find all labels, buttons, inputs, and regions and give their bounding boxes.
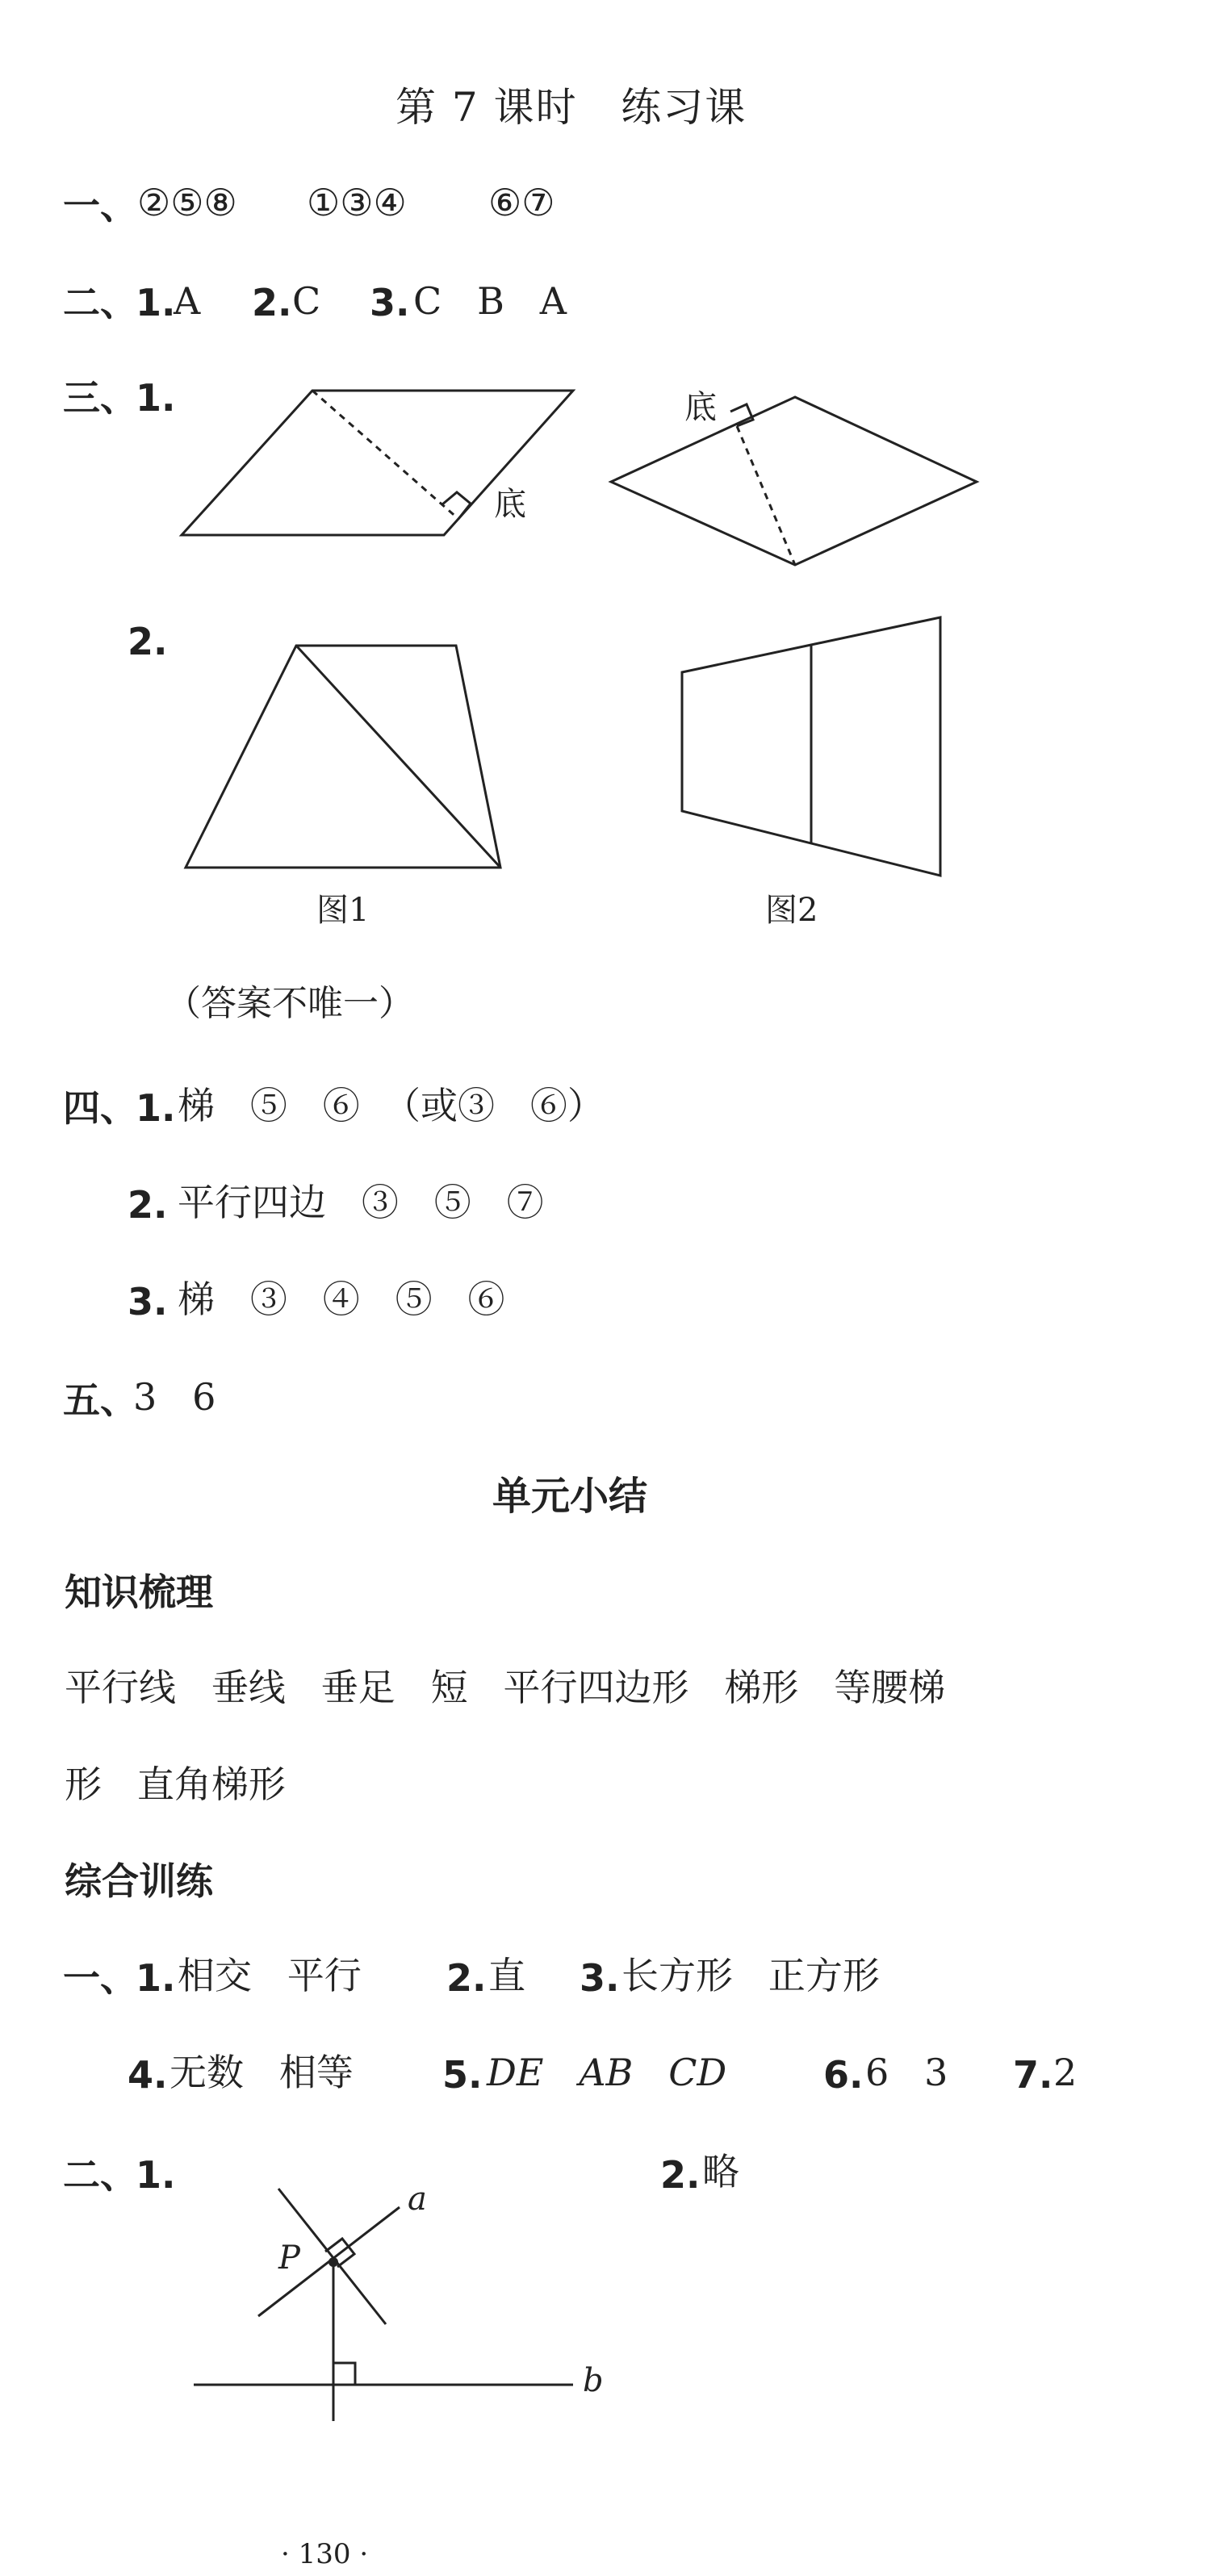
q2-part1-number: 1. bbox=[136, 281, 176, 324]
q2-part2-number: 2. bbox=[252, 281, 292, 324]
t1-part2-number: 2. bbox=[446, 1956, 487, 2000]
t1-part4-answer: 无数 相等 bbox=[169, 2051, 354, 2094]
q4-number: 四、 bbox=[63, 1086, 137, 1130]
knowledge-line-2: 形 直角梯形 bbox=[65, 1763, 286, 1806]
trapezoid-fig1 bbox=[186, 646, 500, 868]
base-label-left: 底 bbox=[494, 486, 526, 523]
base-label-right: 底 bbox=[684, 389, 717, 426]
fig2-caption: 图2 bbox=[765, 892, 818, 929]
q2-part3-answer: C B A bbox=[413, 279, 567, 323]
t2-part2-number: 2. bbox=[660, 2153, 701, 2197]
q4-part1-number: 1. bbox=[136, 1086, 176, 1130]
t1-part1-number: 1. bbox=[136, 1956, 176, 2000]
fig1-caption: 图1 bbox=[316, 892, 370, 929]
rhombus-right bbox=[611, 397, 977, 565]
fig1-diagonal bbox=[296, 646, 500, 868]
t1-part4-number: 4. bbox=[128, 2053, 168, 2097]
training-heading: 综合训练 bbox=[65, 1859, 213, 1903]
q1-group-3: ⑥⑦ bbox=[488, 181, 555, 224]
t1-part6-number: 6. bbox=[823, 2053, 864, 2097]
t1-part7-answer: 2 bbox=[1053, 2051, 1078, 2094]
t2-part1-number: 1. bbox=[136, 2153, 176, 2197]
q1-group-2: ①③④ bbox=[307, 181, 407, 224]
label-a: a bbox=[408, 2181, 427, 2218]
q4-part2-number: 2. bbox=[128, 1183, 168, 1227]
unit-summary-title: 单元小结 bbox=[492, 1474, 648, 1519]
right-angle-mark-b bbox=[333, 2363, 355, 2385]
point-P-dot bbox=[329, 2257, 338, 2267]
q4-part1-answer: 梯 ⑤ ⑥ （或③ ⑥） bbox=[178, 1084, 605, 1127]
q3-note: （答案不唯一） bbox=[165, 983, 414, 1024]
t1-part7-number: 7. bbox=[1013, 2053, 1053, 2097]
t2-part2-answer: 略 bbox=[702, 2150, 739, 2193]
q4-part2-answer: 平行四边 ③ ⑤ ⑦ bbox=[178, 1181, 544, 1224]
t1-part6-answer: 6 3 bbox=[865, 2051, 948, 2094]
t1-part5-answer: DE AB CD bbox=[487, 2051, 727, 2094]
q3-part1-number: 1. bbox=[136, 376, 176, 420]
q2-number: 二、 bbox=[63, 281, 137, 324]
q2-part2-answer: C bbox=[292, 279, 321, 323]
q5-answer: 3 6 bbox=[133, 1375, 216, 1419]
q4-part3-number: 3. bbox=[128, 1280, 168, 1324]
q2-part1-answer: A bbox=[174, 279, 201, 323]
q4-part3-answer: 梯 ③ ④ ⑤ ⑥ bbox=[178, 1278, 505, 1321]
q3-part2-number: 2. bbox=[128, 620, 168, 663]
knowledge-heading: 知识梳理 bbox=[65, 1570, 213, 1614]
t1-part3-answer: 长方形 正方形 bbox=[621, 1954, 880, 1997]
label-P: P bbox=[278, 2239, 300, 2277]
q1-group-1: ②⑤⑧ bbox=[137, 181, 237, 224]
q3-number: 三、 bbox=[63, 376, 137, 420]
t1-part2-answer: 直 bbox=[488, 1954, 525, 1997]
lesson-title: 第 7 课时 练习课 bbox=[395, 84, 747, 131]
page-number: · 130 · bbox=[281, 2538, 369, 2570]
t1-part1-answer: 相交 平行 bbox=[178, 1954, 362, 1997]
height-dashed-right bbox=[737, 426, 795, 565]
t1-number: 一、 bbox=[63, 1956, 137, 2000]
label-b: b bbox=[583, 2362, 604, 2399]
q5-number: 五、 bbox=[63, 1378, 137, 1422]
q1-number: 一、 bbox=[63, 184, 137, 228]
t1-part5-number: 5. bbox=[442, 2053, 483, 2097]
t1-part3-number: 3. bbox=[580, 1956, 620, 2000]
t2-number: 二、 bbox=[63, 2153, 137, 2197]
knowledge-line-1: 平行线 垂线 垂足 短 平行四边形 梯形 等腰梯 bbox=[65, 1666, 946, 1709]
right-angle-mark-left bbox=[442, 492, 471, 519]
q2-part3-number: 3. bbox=[370, 281, 410, 324]
height-dashed-left bbox=[312, 391, 458, 519]
